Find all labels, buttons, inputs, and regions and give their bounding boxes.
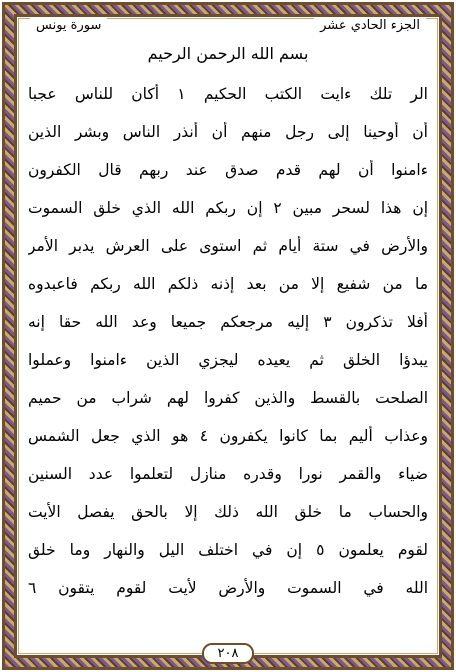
page-footer — [0, 640, 456, 666]
page-header — [18, 10, 438, 40]
page-number: ٢٠٨ — [202, 643, 255, 664]
quran-text — [28, 84, 428, 624]
text-line: الر تلك ءايت الكتب الحكيم ١ أكان للناس عجبا — [28, 85, 428, 103]
text-line: لقوم يعلمون ٥ إن في اختلف اليل والنهار وما خلق — [28, 541, 428, 559]
text-line: والأرض في ستة أيام ثم استوى على العرش يدبر الأمر — [28, 237, 428, 255]
text-line: والحساب ما خلق الله ذلك إلا بالحق يفصل الأيت — [28, 503, 428, 521]
text-line: ءامنوا أن لهم قدم صدق عند ربهم قال الكفرون — [28, 161, 428, 179]
text-line: إن هذا لسحر مبين ٢ إن ربكم الله الذي خلق السموت — [28, 199, 428, 217]
text-line: يبدؤا الخلق ثم يعيده ليجزي الذين ءامنوا وعملوا — [28, 351, 428, 369]
text-line: أن أوحينا إلى رجل منهم أن أنذر الناس وبشر الذين — [28, 123, 428, 141]
text-line: أفلا تذكرون ٣ إليه مرجعكم جميعا وعد الله حقا إنه — [28, 313, 428, 331]
surah-label: سورة يونس — [30, 18, 107, 33]
juz-label: الجزء الحادي عشر — [314, 18, 426, 33]
text-line: ضياء والقمر نورا وقدره منازل لتعلموا عدد السنين — [28, 465, 428, 483]
text-line: الصلحت بالقسط والذين كفروا لهم شراب من حميم — [28, 389, 428, 407]
text-line: الله في السموت والأرض لأيت لقوم يتقون ٦ — [28, 579, 428, 597]
text-line: وعذاب أليم بما كانوا يكفرون ٤ هو الذي جعل الشمس — [28, 427, 428, 445]
basmala: بسم الله الرحمن الرحيم — [147, 44, 309, 63]
text-line: ما من شفيع إلا من بعد إذنه ذلكم الله ربكم فاعبدوه — [28, 275, 428, 293]
